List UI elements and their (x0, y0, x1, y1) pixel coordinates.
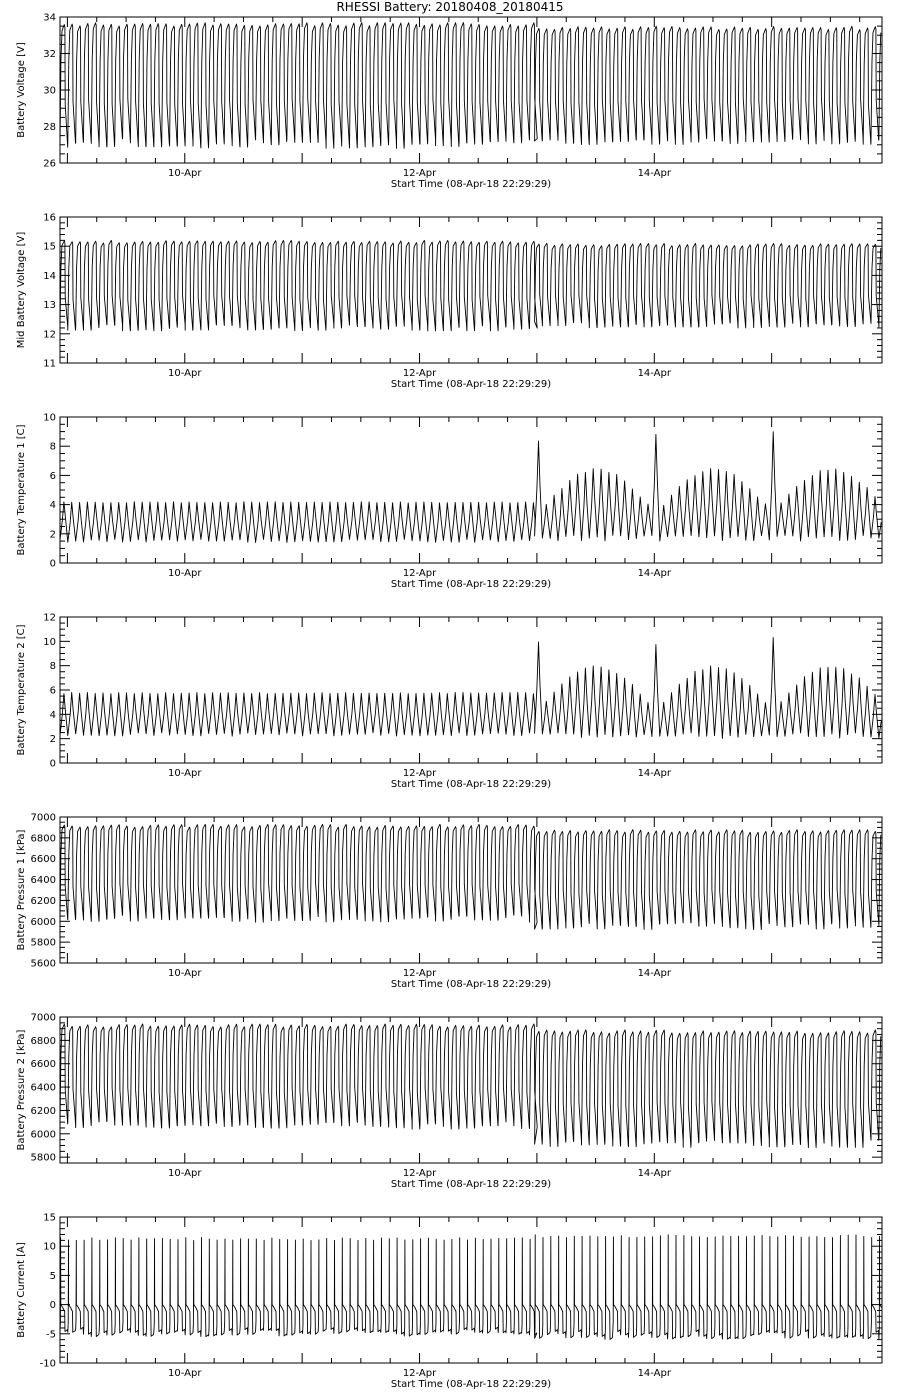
data-line (60, 240, 881, 330)
plot-frame (60, 1217, 882, 1363)
y-tick-label: 11 (43, 358, 56, 370)
y-tick-label: 6800 (30, 1035, 56, 1047)
data-line (60, 432, 881, 543)
x-tick-label: 12-Apr (402, 1168, 437, 1179)
y-tick-label: 26 (43, 158, 56, 170)
data-line (60, 23, 881, 149)
y-tick-label: 6 (49, 470, 56, 482)
panel-battery-pressure-1 (16, 813, 882, 991)
data-line (60, 1235, 882, 1340)
y-tick-label: 5 (49, 1270, 56, 1282)
x-tick-label: 12-Apr (402, 1368, 437, 1379)
y-tick-label: 6800 (30, 833, 56, 845)
y-tick-label: 13 (43, 300, 56, 312)
x-tick-label: 12-Apr (402, 968, 437, 979)
y-tick-label: 6200 (30, 1105, 56, 1117)
x-tick-label: 10-Apr (168, 168, 202, 179)
panel-battery-temperature-1 (16, 413, 882, 591)
y-tick-label: 7000 (30, 812, 56, 824)
y-tick-label: 6400 (30, 1082, 56, 1094)
y-tick-label: 15 (43, 241, 56, 253)
y-axis-label: Mid Battery Voltage [V] (16, 231, 27, 349)
y-tick-label: 0 (49, 1300, 56, 1312)
y-tick-label: 6600 (30, 854, 56, 866)
data-line (60, 1024, 881, 1148)
x-tick-label: 12-Apr (402, 368, 437, 379)
y-tick-label: 5800 (30, 1152, 56, 1164)
y-tick-label: 4 (49, 500, 56, 512)
x-tick-label: 10-Apr (168, 968, 202, 979)
y-tick-label: 30 (43, 85, 56, 97)
y-axis-label: Battery Pressure 1 [kPa] (16, 829, 27, 951)
x-tick-label: 14-Apr (637, 968, 671, 979)
plot-frame (60, 417, 882, 563)
y-tick-label: 8 (49, 441, 56, 453)
y-tick-label: 6 (49, 685, 56, 697)
y-tick-label: 6400 (30, 875, 56, 887)
y-tick-label: 15 (43, 1212, 56, 1224)
y-tick-label: -5 (46, 1329, 56, 1341)
x-axis-label: Start Time (08-Apr-18 22:29:29) (390, 779, 552, 790)
y-tick-label: 0 (49, 558, 56, 570)
x-axis-label: Start Time (08-Apr-18 22:29:29) (390, 379, 552, 390)
y-tick-label: 4 (49, 709, 56, 721)
y-axis-label: Battery Current [A] (16, 1242, 27, 1338)
x-axis-label: Start Time (08-Apr-18 22:29:29) (390, 179, 552, 190)
x-tick-label: 12-Apr (402, 168, 437, 179)
x-axis-label: Start Time (08-Apr-18 22:29:29) (390, 979, 552, 990)
y-tick-label: 7000 (30, 1012, 56, 1024)
x-axis-label: Start Time (08-Apr-18 22:29:29) (390, 1179, 552, 1190)
data-line (60, 638, 881, 739)
y-tick-label: 0 (49, 758, 56, 770)
panel-battery-current (16, 1213, 882, 1391)
x-tick-label: 14-Apr (637, 568, 671, 579)
x-tick-label: 10-Apr (168, 568, 202, 579)
x-axis-label: Start Time (08-Apr-18 22:29:29) (390, 1379, 552, 1390)
y-tick-label: 28 (43, 122, 56, 133)
y-tick-label: 6600 (30, 1059, 56, 1071)
y-tick-label: 16 (43, 212, 56, 224)
x-tick-label: 12-Apr (402, 568, 437, 579)
x-tick-label: 12-Apr (402, 768, 437, 779)
y-tick-label: 5600 (30, 958, 56, 970)
x-tick-label: 10-Apr (168, 1168, 202, 1179)
y-tick-label: 34 (43, 12, 56, 24)
y-tick-label: 10 (43, 412, 56, 424)
x-tick-label: 10-Apr (168, 1368, 202, 1379)
y-tick-label: -10 (39, 1358, 56, 1370)
y-tick-label: 12 (43, 612, 56, 624)
y-tick-label: 6200 (30, 895, 56, 907)
y-tick-label: 14 (43, 270, 56, 282)
y-tick-label: 2 (49, 734, 56, 746)
x-tick-label: 14-Apr (637, 168, 671, 179)
y-axis-label: Battery Temperature 1 [C] (16, 424, 27, 556)
y-tick-label: 8 (49, 661, 56, 673)
y-axis-label: Battery Voltage [V] (16, 42, 27, 138)
x-tick-label: 14-Apr (637, 368, 671, 379)
y-tick-label: 2 (49, 529, 56, 541)
plot-frame (60, 617, 882, 763)
y-tick-label: 6000 (30, 1129, 56, 1141)
y-tick-label: 6000 (30, 916, 56, 928)
y-tick-label: 5800 (30, 937, 56, 949)
panel-mid-battery-voltage (16, 213, 882, 391)
data-line (60, 824, 881, 929)
x-tick-label: 14-Apr (637, 1368, 671, 1379)
x-axis-label: Start Time (08-Apr-18 22:29:29) (390, 579, 552, 590)
chart-main-title: RHESSI Battery: 20180408_20180415 (336, 0, 564, 14)
y-axis-label: Battery Pressure 2 [kPa] (16, 1029, 27, 1151)
y-tick-label: 32 (43, 49, 56, 60)
x-tick-label: 10-Apr (168, 768, 202, 779)
panel-battery-voltage (16, 13, 882, 191)
x-tick-label: 14-Apr (637, 1168, 671, 1179)
y-tick-label: 10 (43, 636, 56, 648)
y-axis-label: Battery Temperature 2 [C] (16, 624, 27, 756)
panel-battery-pressure-2 (16, 1013, 882, 1191)
x-tick-label: 10-Apr (168, 368, 202, 379)
panel-battery-temperature-2 (16, 613, 882, 791)
y-tick-label: 10 (43, 1241, 56, 1253)
y-tick-label: 12 (43, 329, 56, 341)
x-tick-label: 14-Apr (637, 768, 671, 779)
